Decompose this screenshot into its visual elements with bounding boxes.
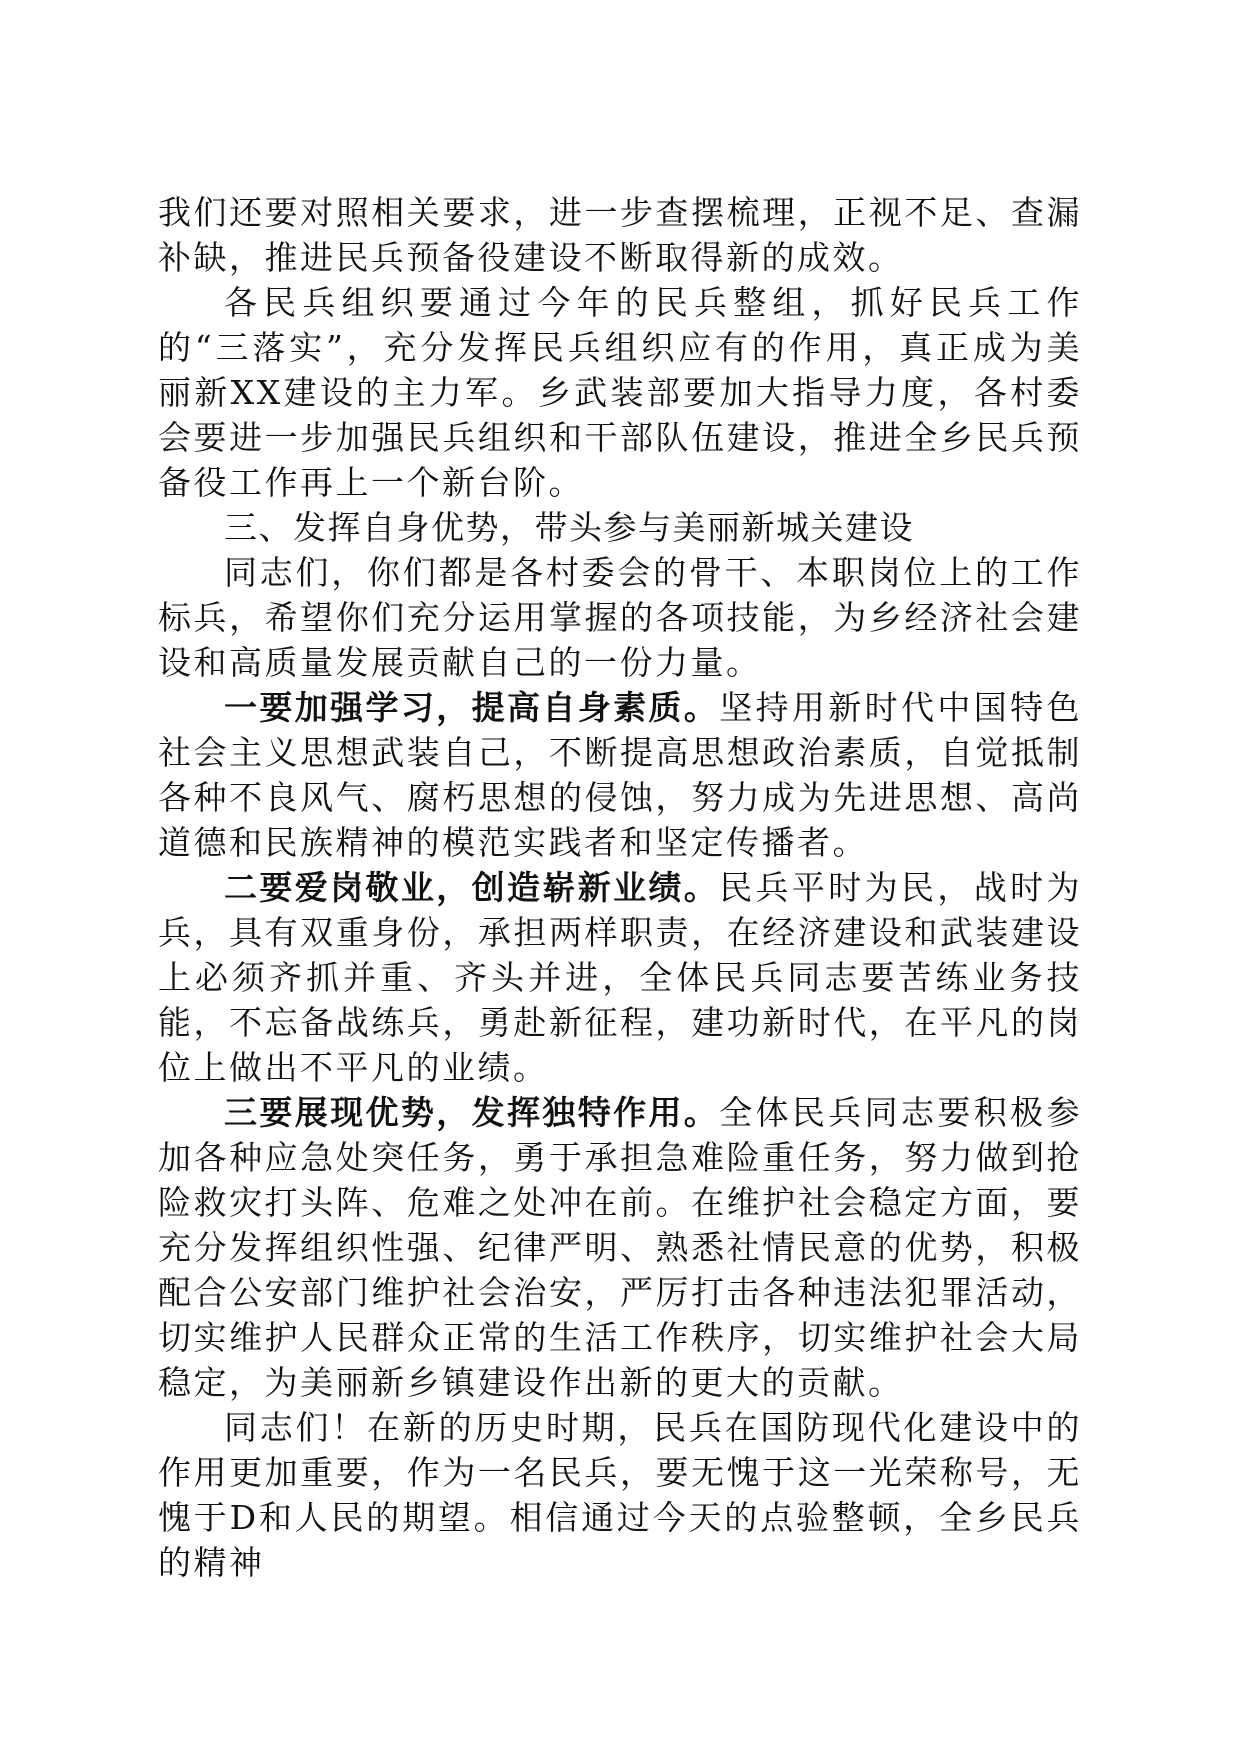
paragraph-text: 我们还要对照相关要求，进一步查摆梳理，正视不足、查漏补缺，推进民兵预备役建设不断取得新的成效。 (158, 193, 1082, 277)
paragraph-closing (158, 1405, 1082, 1585)
paragraph-point-two (158, 865, 1082, 1090)
paragraph-militia-organization (158, 280, 1082, 505)
section-heading-text: 三、发挥自身优势，带头参与美丽新城关建设 (224, 508, 914, 547)
paragraph-text: 各民兵组织要通过今年的民兵整组，抓好民兵工作的“三落实”，充分发挥民兵组织应有的作用，真正成为美丽新XX建设的主力军。乡武装部要加大指导力度，各村委会要进一步加强民兵组织和干部队伍建设，推进全乡民兵预备役工作再上一个新台阶。 (158, 283, 1082, 502)
document-page (158, 190, 1082, 1585)
paragraph-text: 坚持用新时代中国特色社会主义思想武装自己，不断提高思想政治素质，自觉抵制各种不良风气、腐朽思想的侵蚀，努力成为先进思想、高尚道德和民族精神的模范实践者和坚定传播者。 (158, 688, 1083, 862)
paragraph-text: 同志们！在新的历史时期，民兵在国防现代化建设中的作用更加重要，作为一名民兵，要无愧于这一光荣称号，无愧于D和人民的期望。相信通过今天的点验整顿，全乡民兵的精神 (158, 1408, 1082, 1582)
paragraph-text: 全体民兵同志要积极参加各种应急处突任务，勇于承担急难险重任务，努力做到抢险救灾打头阵、危难之处冲在前。在维护社会稳定方面，要充分发挥组织性强、纪律严明、熟悉社情民意的优势，积极配合公安部门维护社会治安，严厉打击各种违法犯罪活动，切实维护人民群众正常的生活工作秩序，切实维护社会大局稳定，为美丽新乡镇建设作出新的更大的贡献。 (158, 1093, 1083, 1402)
paragraph-text: 同志们，你们都是各村委会的骨干、本职岗位上的工作标兵，希望你们充分运用掌握的各项技能，为乡经济社会建设和高质量发展贡献自己的一份力量。 (158, 553, 1082, 682)
paragraph-continuation (158, 190, 1082, 280)
paragraph-lead-text: 二要爱岗敬业，创造崭新业绩。 (224, 868, 720, 907)
paragraph-text: 民兵平时为民，战时为兵，具有双重身份，承担两样职责，在经济建设和武装建设上必须齐抓并重、齐头并进，全体民兵同志要苦练业务技能，不忘备战练兵，勇赴新征程，建功新时代，在平凡的岗位上做出不平凡的业绩。 (158, 868, 1083, 1087)
paragraph-lead-text: 一要加强学习，提高自身素质。 (224, 688, 720, 727)
paragraph-lead-text: 三要展现优势，发挥独特作用。 (224, 1093, 720, 1132)
paragraph-point-three (158, 1090, 1082, 1405)
paragraph-point-one (158, 685, 1082, 865)
section-heading (158, 505, 1082, 550)
paragraph-comrades-intro (158, 550, 1082, 685)
